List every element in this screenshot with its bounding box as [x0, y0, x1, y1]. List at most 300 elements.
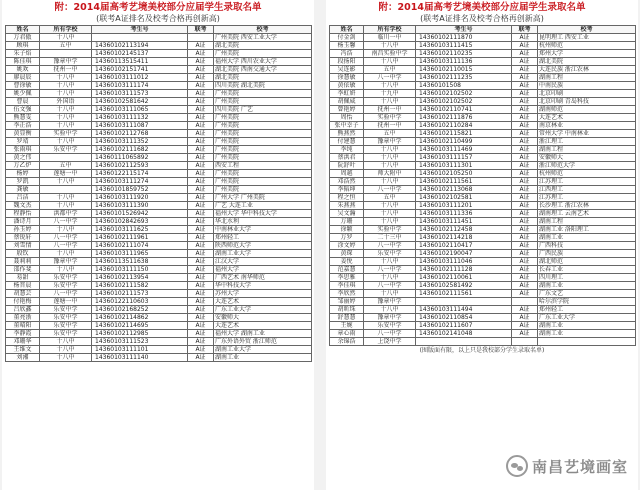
admitted-university: 广东工业大学: [214, 306, 312, 314]
school-name: 十八中: [364, 178, 416, 186]
joint-exam-cert: A证: [188, 314, 214, 322]
admitted-university: 四川理工: [538, 274, 636, 282]
admitted-university: 大连艺术: [214, 322, 312, 330]
joint-exam-cert: A证: [188, 66, 214, 74]
student-name: 易甜: [6, 274, 40, 282]
table-row: [330, 226, 636, 234]
student-name: 周怡: [330, 114, 364, 122]
candidate-id: 14360102110061: [416, 274, 512, 282]
admitted-university: 湖北美院 西南交通大学: [214, 66, 312, 74]
table-row: [6, 170, 312, 178]
school-name: 二十三中: [364, 234, 416, 242]
admitted-university: 湖南工业 洛阳理工: [538, 226, 636, 234]
student-name: 熊慧雯: [6, 114, 40, 122]
school-name: 抚州一中: [364, 122, 416, 130]
student-name: 李虹妍: [330, 90, 364, 98]
joint-exam-cert: A证: [512, 162, 538, 170]
candidate-id: 14360102111128: [416, 266, 512, 274]
school-name: 十八中: [40, 34, 92, 42]
admitted-university: 福州大学 西川农业大学: [214, 58, 312, 66]
admitted-university: 大连艺术: [538, 114, 636, 122]
candidate-id: [416, 298, 512, 306]
header-joint-exam: 联考: [512, 26, 538, 34]
student-name: 舒慧慧: [330, 314, 364, 322]
school-name: 洪都中学: [40, 210, 92, 218]
candidate-id: 14360102110854: [416, 314, 512, 322]
candidate-id: 14360103111523: [92, 338, 188, 346]
joint-exam-cert: A证: [188, 298, 214, 306]
candidate-id: 14360103111046: [416, 258, 512, 266]
school-name: 豫章中学: [40, 258, 92, 266]
table-row: [6, 122, 312, 130]
joint-exam-cert: A证: [188, 106, 214, 114]
candidate-id: 14360111065892: [92, 154, 188, 162]
table-row: [6, 146, 312, 154]
candidate-id: 14360102111582: [92, 282, 188, 290]
admitted-university: 广东工业大学: [538, 314, 636, 322]
table-row: [330, 194, 636, 202]
admitted-university: 广艺 大连工业: [214, 202, 312, 210]
student-name: 胡佩威: [330, 98, 364, 106]
joint-exam-cert: A证: [188, 258, 214, 266]
admitted-university: 广州美院: [214, 138, 312, 146]
candidate-id: 14360102112985: [92, 330, 188, 338]
school-name: 十八中: [40, 354, 92, 362]
student-name: 周越: [330, 170, 364, 178]
student-name: 陈佳琪: [6, 58, 40, 66]
joint-exam-cert: A证: [188, 218, 214, 226]
student-name: 曹晨: [6, 98, 40, 106]
student-name: 李佳琪: [330, 282, 364, 290]
student-name: 杨婷: [6, 170, 40, 178]
footer-note: (囿版面有限，以上只是我校部分学生录取名单): [419, 347, 545, 354]
joint-exam-cert: A证: [188, 154, 214, 162]
table-row: [6, 58, 312, 66]
table-row: [6, 162, 312, 170]
candidate-id: 14360102110284: [416, 122, 512, 130]
school-name: 十八中: [40, 346, 92, 354]
candidate-id: [416, 338, 512, 346]
admitted-university: 江汉大学: [214, 258, 312, 266]
school-name: 乐安中学: [40, 314, 92, 322]
admitted-university: 湖南理工 云南艺术: [538, 210, 636, 218]
admitted-university: 江苏理工: [538, 194, 636, 202]
school-name: 乐安中学: [40, 274, 92, 282]
table-row: [330, 282, 636, 290]
table-row: [6, 306, 312, 314]
student-name: 李欣然: [330, 290, 364, 298]
candidate-id: 14360102113068: [416, 186, 512, 194]
school-name: 十八中: [40, 114, 92, 122]
candidate-id: 14360102111682: [92, 146, 188, 154]
candidate-id: 14360102168252: [92, 306, 188, 314]
joint-exam-cert: [512, 338, 538, 346]
student-name: 徐慧敏: [330, 74, 364, 82]
student-name: 邓浩然: [330, 178, 364, 186]
candidate-id: 14360103111415: [416, 42, 512, 50]
candidate-id: 14360103111336: [416, 210, 512, 218]
wechat-icon: [506, 455, 528, 477]
joint-exam-cert: A证: [188, 50, 214, 58]
candidate-id: 14360102105250: [416, 170, 512, 178]
student-name: 付艳梅: [6, 298, 40, 306]
school-name: 十八中: [364, 274, 416, 282]
table-row: [330, 122, 636, 130]
school-name: 十八中: [40, 106, 92, 114]
school-name: 实验中学: [40, 130, 92, 138]
candidate-id: 14360103111201: [416, 202, 512, 210]
table-row: [6, 138, 312, 146]
table-row: [6, 186, 312, 194]
table-row: [330, 106, 636, 114]
table-row: [330, 58, 636, 66]
school-name: 十九中: [364, 90, 416, 98]
school-name: 八一中学: [364, 266, 416, 274]
joint-exam-cert: A证: [512, 314, 538, 322]
student-name: 黄依敏: [330, 82, 364, 90]
student-name: 段扬阳: [330, 58, 364, 66]
school-name: 五中: [40, 162, 92, 170]
joint-exam-cert: A证: [512, 258, 538, 266]
candidate-id: 14360103111494: [416, 306, 512, 314]
table-row: [6, 322, 312, 330]
student-name: 余锦浩: [330, 338, 364, 346]
candidate-id: 14360103111132: [92, 114, 188, 122]
school-name: 八一中学: [364, 74, 416, 82]
table-row: [330, 210, 636, 218]
school-name: 十八中: [40, 178, 92, 186]
student-name: 熊燕然: [330, 130, 364, 138]
table-row: [330, 34, 636, 42]
school-name: 十八中: [364, 154, 416, 162]
candidate-id: 14360102102581: [416, 194, 512, 202]
joint-exam-cert: A证: [188, 42, 214, 50]
admitted-university: 华北水利: [214, 218, 312, 226]
school-name: 豫章中学: [364, 138, 416, 146]
student-name: 董亮浙: [6, 314, 40, 322]
candidate-id: 14360113511638: [92, 258, 188, 266]
table-row: [6, 82, 312, 90]
candidate-id: 14360102114862: [92, 314, 188, 322]
student-name: 邹丽婷: [330, 298, 364, 306]
student-name: 吴文瀚: [330, 210, 364, 218]
table-row: [6, 290, 312, 298]
candidate-id: 14360102110499: [416, 138, 512, 146]
student-name: 范嘉慧: [330, 266, 364, 274]
student-name: 王婉: [330, 322, 364, 330]
admitted-university: 湖北美院: [538, 58, 636, 66]
joint-exam-cert: A证: [512, 122, 538, 130]
candidate-id: 14360102112593: [92, 162, 188, 170]
school-name: 八一中学: [364, 186, 416, 194]
joint-exam-cert: A证: [188, 130, 214, 138]
admitted-university: 郑州大学: [538, 50, 636, 58]
table-row: [330, 330, 636, 338]
joint-exam-cert: A证: [512, 186, 538, 194]
student-name: 章心雨: [330, 330, 364, 338]
admitted-university: 郑州轻工: [538, 306, 636, 314]
header-joint-exam: 联考: [188, 26, 214, 34]
student-name: 刘雪情: [6, 242, 40, 250]
candidate-id: 14360103111157: [416, 154, 512, 162]
candidate-id: 14360103111625: [92, 226, 188, 234]
admitted-university: 广州美院: [214, 122, 312, 130]
joint-exam-cert: A证: [512, 138, 538, 146]
table-row: [330, 290, 636, 298]
student-name: 李思雅: [330, 274, 364, 282]
school-name: 十八中: [40, 138, 92, 146]
student-name: 吕洁: [6, 194, 40, 202]
joint-exam-cert: A证: [188, 354, 214, 362]
student-name: 胡昕珠: [330, 306, 364, 314]
joint-exam-cert: A证: [512, 114, 538, 122]
joint-exam-cert: A证: [188, 282, 214, 290]
admitted-university: 安徽师大: [538, 154, 636, 162]
school-name: 五中: [364, 130, 416, 138]
admitted-university: 广州美院: [214, 114, 312, 122]
student-name: 程静怡: [6, 210, 40, 218]
joint-exam-cert: A证: [188, 146, 214, 154]
table-row: [6, 258, 312, 266]
admitted-university: 杭州师范: [538, 170, 636, 178]
joint-exam-cert: A证: [512, 58, 538, 66]
admitted-university: 浙江师范大学: [538, 162, 636, 170]
joint-exam-cert: A证: [512, 90, 538, 98]
admitted-university: 湖南工程: [538, 146, 636, 154]
table-row: [6, 34, 312, 42]
joint-exam-cert: A证: [512, 146, 538, 154]
joint-exam-cert: A证: [188, 234, 214, 242]
school-name: 豫章中学: [364, 314, 416, 322]
school-name: 十八中: [364, 162, 416, 170]
school-name: 莲塘一中: [40, 298, 92, 306]
admitted-university: 中南林业大学: [214, 226, 312, 234]
table-row: [330, 138, 636, 146]
table-row: [330, 74, 636, 82]
table-row: [6, 98, 312, 106]
joint-exam-cert: A证: [512, 218, 538, 226]
right-panel: [326, 0, 638, 490]
candidate-id: 14360101526942: [92, 210, 188, 218]
school-name: 乐安中学: [364, 250, 416, 258]
table-row: [6, 74, 312, 82]
candidate-id: 14360102111607: [416, 322, 512, 330]
student-name: 王维文: [6, 346, 40, 354]
admitted-university: 南京林业: [538, 122, 636, 130]
school-name: 十八中: [40, 74, 92, 82]
candidate-id: 14360103111087: [92, 122, 188, 130]
candidate-id: 14360102111870: [416, 34, 512, 42]
candidate-id: 14360102115821: [416, 130, 512, 138]
student-name: 姚欢: [6, 66, 40, 74]
admitted-university: 福州大学 华中科技大学: [214, 210, 312, 218]
school-name: 十八中: [364, 258, 416, 266]
admitted-university: 广州美院: [214, 50, 312, 58]
school-name: 乐安中学: [40, 282, 92, 290]
candidate-id: 14360102112458: [416, 226, 512, 234]
table-row: [330, 306, 636, 314]
joint-exam-cert: A证: [188, 242, 214, 250]
joint-exam-cert: A证: [512, 322, 538, 330]
candidate-id: 14360103111920: [92, 194, 188, 202]
admitted-university: 湖南工业: [538, 330, 636, 338]
right-admission-table: [329, 25, 636, 346]
admitted-university: 四川美院 湖北美院: [214, 82, 312, 90]
school-name: 十八中: [364, 218, 416, 226]
header-school-exam: 校考: [214, 26, 312, 34]
joint-exam-cert: A证: [512, 178, 538, 186]
candidate-id: 14360102190047: [416, 250, 512, 258]
joint-exam-cert: A证: [188, 162, 214, 170]
candidate-id: 14360102114218: [416, 234, 512, 242]
admitted-university: 湖北美院: [214, 42, 312, 50]
candidate-id: 14360102113954: [92, 274, 188, 282]
student-name: 李正浩: [6, 122, 40, 130]
admitted-university: 广西民族: [538, 250, 636, 258]
header-name: 姓名: [330, 26, 364, 34]
candidate-id: 14360102110235: [416, 50, 512, 58]
header-school: 所有学校: [40, 26, 92, 34]
school-name: 十八中: [40, 122, 92, 130]
joint-exam-cert: A证: [512, 50, 538, 58]
school-name: [40, 154, 92, 162]
candidate-id: 14360103111136: [416, 58, 512, 66]
candidate-id: 14360102111961: [92, 234, 188, 242]
joint-exam-cert: A证: [512, 250, 538, 258]
school-name: 八一中学: [364, 242, 416, 250]
admitted-university: 广州美院: [214, 98, 312, 106]
admitted-university: 江西理工: [538, 186, 636, 194]
candidate-id: 14360102112768: [92, 130, 188, 138]
school-name: 十八中: [40, 266, 92, 274]
student-name: 胡慧芸: [6, 290, 40, 298]
student-name: 付金剑: [330, 34, 364, 42]
candidate-id: 14360102145137: [92, 50, 188, 58]
student-name: 蔡洪君: [330, 154, 364, 162]
candidate-id: 14360102113194: [92, 42, 188, 50]
candidate-id: 14360122115174: [92, 170, 188, 178]
candidate-id: 14360103111174: [92, 82, 188, 90]
admitted-university: 广东外语外贸 浙江师范: [214, 338, 312, 346]
table-row: [6, 298, 312, 306]
admitted-university: 大连艺术: [214, 298, 312, 306]
school-name: 十八中: [40, 202, 92, 210]
student-name: 程之恒: [330, 194, 364, 202]
student-name: 张中幸子: [330, 122, 364, 130]
table-header-row: [330, 26, 636, 34]
school-name: 十八中: [364, 306, 416, 314]
joint-exam-cert: A证: [512, 290, 538, 298]
joint-exam-cert: A证: [188, 226, 214, 234]
admitted-university: 广东文艺: [538, 290, 636, 298]
candidate-id: 14360113515411: [92, 58, 188, 66]
table-row: [6, 282, 312, 290]
school-name: 十八中: [40, 338, 92, 346]
joint-exam-cert: A证: [512, 210, 538, 218]
admitted-university: 哈尔滨学院: [538, 298, 636, 306]
student-name: 张雨琪: [6, 146, 40, 154]
admitted-university: 广州美院: [214, 90, 312, 98]
joint-exam-cert: A证: [188, 210, 214, 218]
school-name: 实验中学: [364, 226, 416, 234]
school-name: 实验中学: [364, 114, 416, 122]
table-row: [6, 114, 312, 122]
candidate-id: 14360102151741: [92, 66, 188, 74]
joint-exam-cert: A证: [188, 74, 214, 82]
candidate-id: 14360102581642: [92, 98, 188, 106]
table-row: [6, 194, 312, 202]
joint-exam-cert: A证: [512, 282, 538, 290]
candidate-id: 14360103111140: [92, 354, 188, 362]
student-name: 万君傲: [6, 34, 40, 42]
table-row: [330, 186, 636, 194]
table-row: [330, 274, 636, 282]
school-name: 抚州一中: [364, 106, 416, 114]
joint-exam-cert: A证: [188, 194, 214, 202]
table-row: [330, 314, 636, 322]
admitted-university: 广州美院: [214, 130, 312, 138]
joint-exam-cert: [188, 34, 214, 42]
student-name: 冯浩: [330, 50, 364, 58]
left-admission-table: [5, 25, 312, 362]
table-row: [6, 130, 312, 138]
student-name: 付建慧: [330, 138, 364, 146]
joint-exam-cert: A证: [512, 306, 538, 314]
table-row: [6, 66, 312, 74]
school-name: 十八中: [364, 202, 416, 210]
joint-exam-cert: A证: [512, 154, 538, 162]
joint-exam-cert: A证: [512, 226, 538, 234]
right-table-body: [330, 34, 636, 346]
school-name: 十八中: [364, 210, 416, 218]
student-name: 伍文强: [6, 106, 40, 114]
student-name: 廖晨辰: [6, 74, 40, 82]
school-name: 临川一中: [364, 34, 416, 42]
student-name: 阮舒叶: [330, 162, 364, 170]
joint-exam-cert: A证: [512, 42, 538, 50]
candidate-id: 14360103111390: [92, 202, 188, 210]
table-row: [6, 210, 312, 218]
watermark-text: 南昌艺境画室: [531, 457, 628, 476]
student-name: 吴连影: [330, 66, 364, 74]
table-row: [6, 154, 312, 162]
joint-exam-cert: A证: [188, 178, 214, 186]
left-title: 附：2014届高考艺境美校部分应届学生录取名单: [54, 2, 262, 13]
left-panel: [2, 0, 314, 490]
joint-exam-cert: A证: [188, 330, 214, 338]
school-name: 乐安中学: [40, 306, 92, 314]
joint-exam-cert: A证: [512, 194, 538, 202]
admitted-university: 广西科技: [538, 242, 636, 250]
table-row: [330, 242, 636, 250]
student-name: 龚敏: [6, 186, 40, 194]
admitted-university: 常州大学 中南林业: [538, 130, 636, 138]
joint-exam-cert: A证: [512, 66, 538, 74]
admitted-university: 苏州大学: [214, 290, 312, 298]
candidate-id: 14360102111561: [416, 290, 512, 298]
admitted-university: 江苏理工: [538, 178, 636, 186]
joint-exam-cert: A证: [512, 234, 538, 242]
admitted-university: 湖南工程: [538, 74, 636, 82]
admitted-university: 广州美院: [214, 186, 312, 194]
admitted-university: 杭州师范: [538, 42, 636, 50]
student-name: 姜悦: [330, 258, 364, 266]
student-name: 魏文杰: [6, 202, 40, 210]
joint-exam-cert: A证: [512, 242, 538, 250]
candidate-id: 14360102581492: [416, 282, 512, 290]
admitted-university: 北京印刷 青岛科技: [538, 98, 636, 106]
admitted-university: 西安工程: [214, 162, 312, 170]
